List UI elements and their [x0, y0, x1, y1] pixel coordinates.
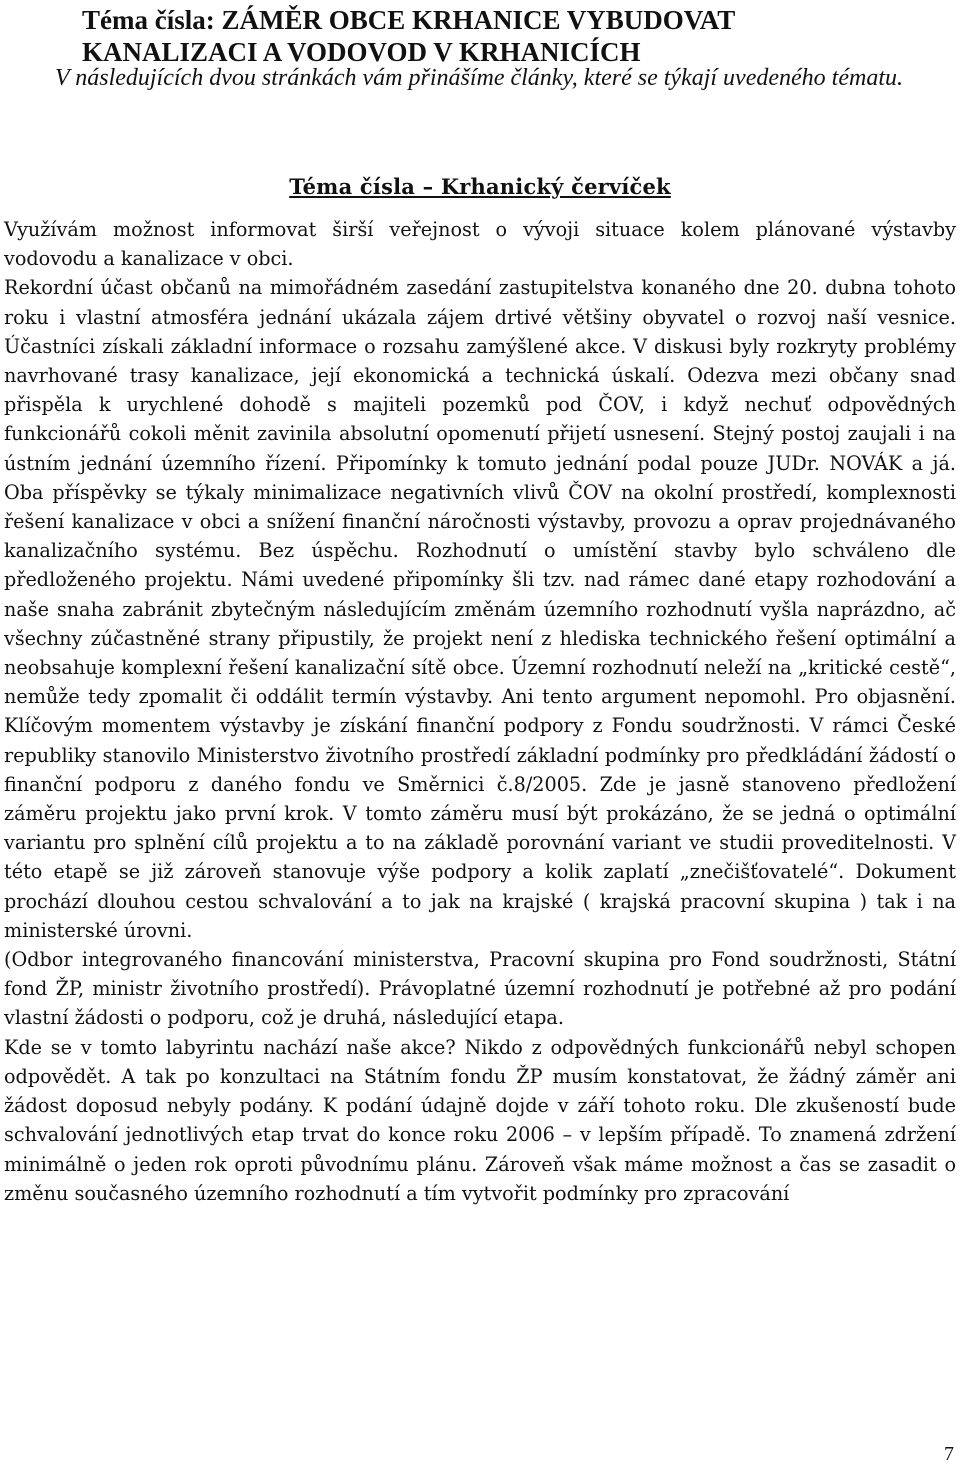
intro-text: V následujících dvou stránkách vám přinášíme články, které se týkají uvedeného tématu.	[55, 65, 903, 91]
paragraph: Rekordní účast občanů na mimořádném zasedání zastupitelstva konaného dne 20. dubna tohoto roku i vlastní atmosféra jednání ukázala zájem drtivé většiny obyvatel o rozvoj naší vesnice. Účastníci získali základní informace o rozsahu zamýšlené akce. V diskusi byly rozkryty problémy navrhované trasy kanalizace, její ekonomická a technická úskalí. Odezva mezi občany snad přispěla k urychlené dohodě s majiteli pozemků pod ČOV, i když nechuť odpovědných funkcionářů cokoli měnit zavinila absolutní opomenutí přijetí usnesení. Stejný postoj zaujali i na ústním jednání územního řízení. Připomínky k tomuto jednání podal pouze JUDr. NOVÁK a já. Oba příspěvky se týkaly minimalizace negativních vlivů ČOV na okolní prostředí, komplexnosti řešení kanalizace v obci a snížení finanční náročnosti výstavby, provozu a oprav projednávaného kanalizačního systému. Bez úspěchu. Rozhodnutí o umístění stavby bylo schváleno dle předloženého projektu. Námi uvedené připomínky šli tzv. nad rámec dané etapy rozhodování a naše snaha zabránit zbytečným následujícím změnám územního rozhodnutí vyšla naprázdno, ač všechny zúčastněné strany připustily, že projekt není z hlediska technického řešení optimální a neobsahuje komplexní řešení kanalizační sítě obce. Územní rozhodnutí neleží na „kritické cestě“, nemůže tedy zpomalit či oddálit termín výstavby. Ani tento argument nepomohl. Pro objasnění. Klíčovým momentem výstavby je získání finanční podpory z Fondu soudržnosti. V rámci České republiky stanovilo Ministerstvo životního prostředí základní podmínky pro předkládání žádostí o finanční podporu z daného fondu ve Směrnici č.8/2005. Zde je jasně stanoveno předložení záměru projektu jako první krok. V tomto záměru musí být prokázáno, že se jedná o optimální variantu pro splnění cílů projektu a to na základě porovnání variant ve studii proveditelnosti. V této etapě se již zároveň stanovuje výše podpory a kolik zaplatí „znečišťovatelé“. Dokument prochází dlouhou cestou schvalování a to jak na krajské ( krajská pracovní skupina ) tak i na ministerské úrovni.	[4, 276, 956, 942]
paragraph: (Odbor integrovaného financování ministerstva, Pracovní skupina pro Fond soudržnosti, Státní fond ŽP, ministr životního prostředí). Právoplatné územní rozhodnutí je potřebné až pro podání vlastní žádosti o podporu, což je druhá, následující etapa.	[4, 948, 956, 1030]
title-line-1: Téma čísla: ZÁMĚR OBCE KRHANICE VYBUDOVAT	[82, 5, 736, 35]
title-line-2: KANALIZACI A VODOVOD V KRHANICÍCH	[82, 37, 641, 67]
page-number: 7	[944, 1443, 954, 1465]
paragraph: Využívám možnost informovat širší veřejnost o vývoji situace kolem plánované výstavby vodovodu a kanalizace v obci.	[4, 218, 956, 271]
article-subtitle: Téma čísla – Krhanický červíček	[289, 174, 671, 199]
article-body	[4, 215, 956, 1208]
page-title	[82, 4, 902, 68]
paragraph: Kde se v tomto labyrintu nachází naše akce? Nikdo z odpovědných funkcionářů nebyl schopen odpovědět. A tak po konzultaci na Státním fondu ŽP musím konstatovat, že žádný záměr ani žádost doposud nebyly podány. K podání údajně dojde v září tohoto roku. Dle zkušeností bude schvalování jednotlivých etap trvat do konce roku 2006 – v lepším případě. To znamená zdržení minimálně o jeden rok oproti původnímu plánu. Zároveň však máme možnost a čas se zasadit o změnu současného územního rozhodnutí a tím vytvořit podmínky pro zpracování	[4, 1035, 956, 1205]
